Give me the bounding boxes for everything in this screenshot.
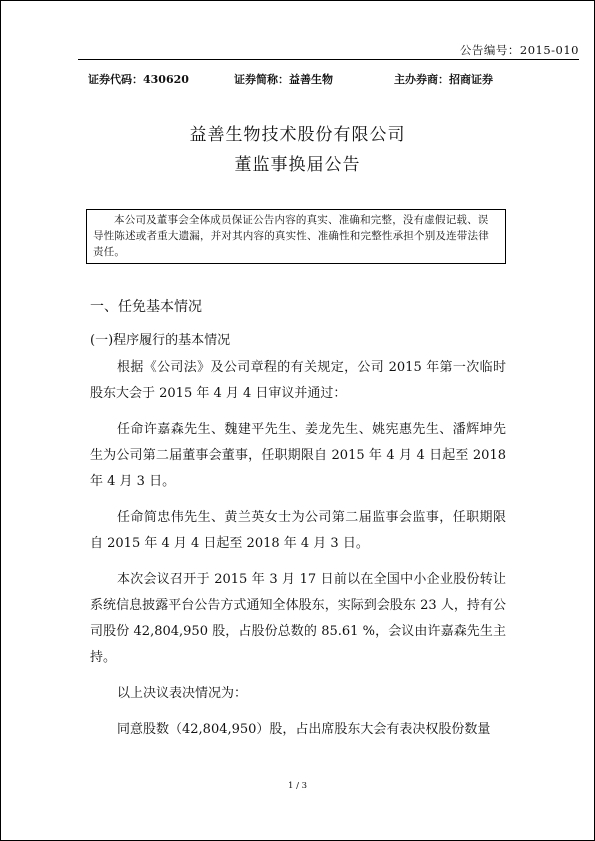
paragraph: 根据《公司法》及公司章程的有关规定，公司 2015 年第一次临时股东大会于 2015 年 4 月 4 日审议并通过：: [90, 360, 506, 401]
disclaimer-box: 本公司及董事会全体成员保证公告内容的真实、准确和完整，没有虚假记载、误导性陈述或者重大遗漏，并对其内容的真实性、准确性和完整性承担个别及连带法律责任。: [86, 209, 506, 264]
paragraph: 任命许嘉森先生、魏建平先生、姜龙先生、姚宪惠先生、潘辉坤先生为公司第二届董事会董事，任职期限自 2015 年 4 月 4 日起至 2018 年 4 月 3 日。: [90, 422, 506, 489]
paragraph: 同意股数（42,804,950）股，占出席股东大会有表决权股份数量: [117, 722, 491, 737]
announcement-number: 公告编号：2015-010: [459, 43, 579, 57]
page-number: 1 / 3: [287, 781, 308, 791]
paragraph: 本次会议召开于 2015 年 3 月 17 日前以在全国中小企业股份转让系统信息披露平台公告方式通知全体股东，实际到会股东 23 人，持有公司股份 42,804,950 股，占股份总数的 85.61 %，会议由许嘉森先生主持。: [90, 572, 506, 665]
subsection-heading: (一)程序履行的基本情况: [90, 333, 231, 348]
paragraph: 以上决议表决情况为：: [117, 686, 248, 701]
stock-code: 证券代码：430620: [88, 73, 189, 86]
stock-abbreviation: 证券简称：益善生物: [234, 73, 333, 86]
company-name: 益善生物技术股份有限公司: [189, 125, 406, 145]
stock-info-row: [88, 71, 579, 87]
header-rule: [78, 59, 579, 60]
body-text: [90, 355, 506, 753]
document-title: 董监事换届公告: [234, 155, 361, 175]
paragraph: 任命简忠伟先生、黄兰英女士为公司第二届监事会监事，任职期限自 2015 年 4 月 4 日起至 2018 年 4 月 3 日。: [90, 510, 506, 551]
section-heading: 一、任免基本情况: [90, 299, 202, 315]
sponsor-broker: 主办券商：招商证券: [394, 73, 493, 86]
